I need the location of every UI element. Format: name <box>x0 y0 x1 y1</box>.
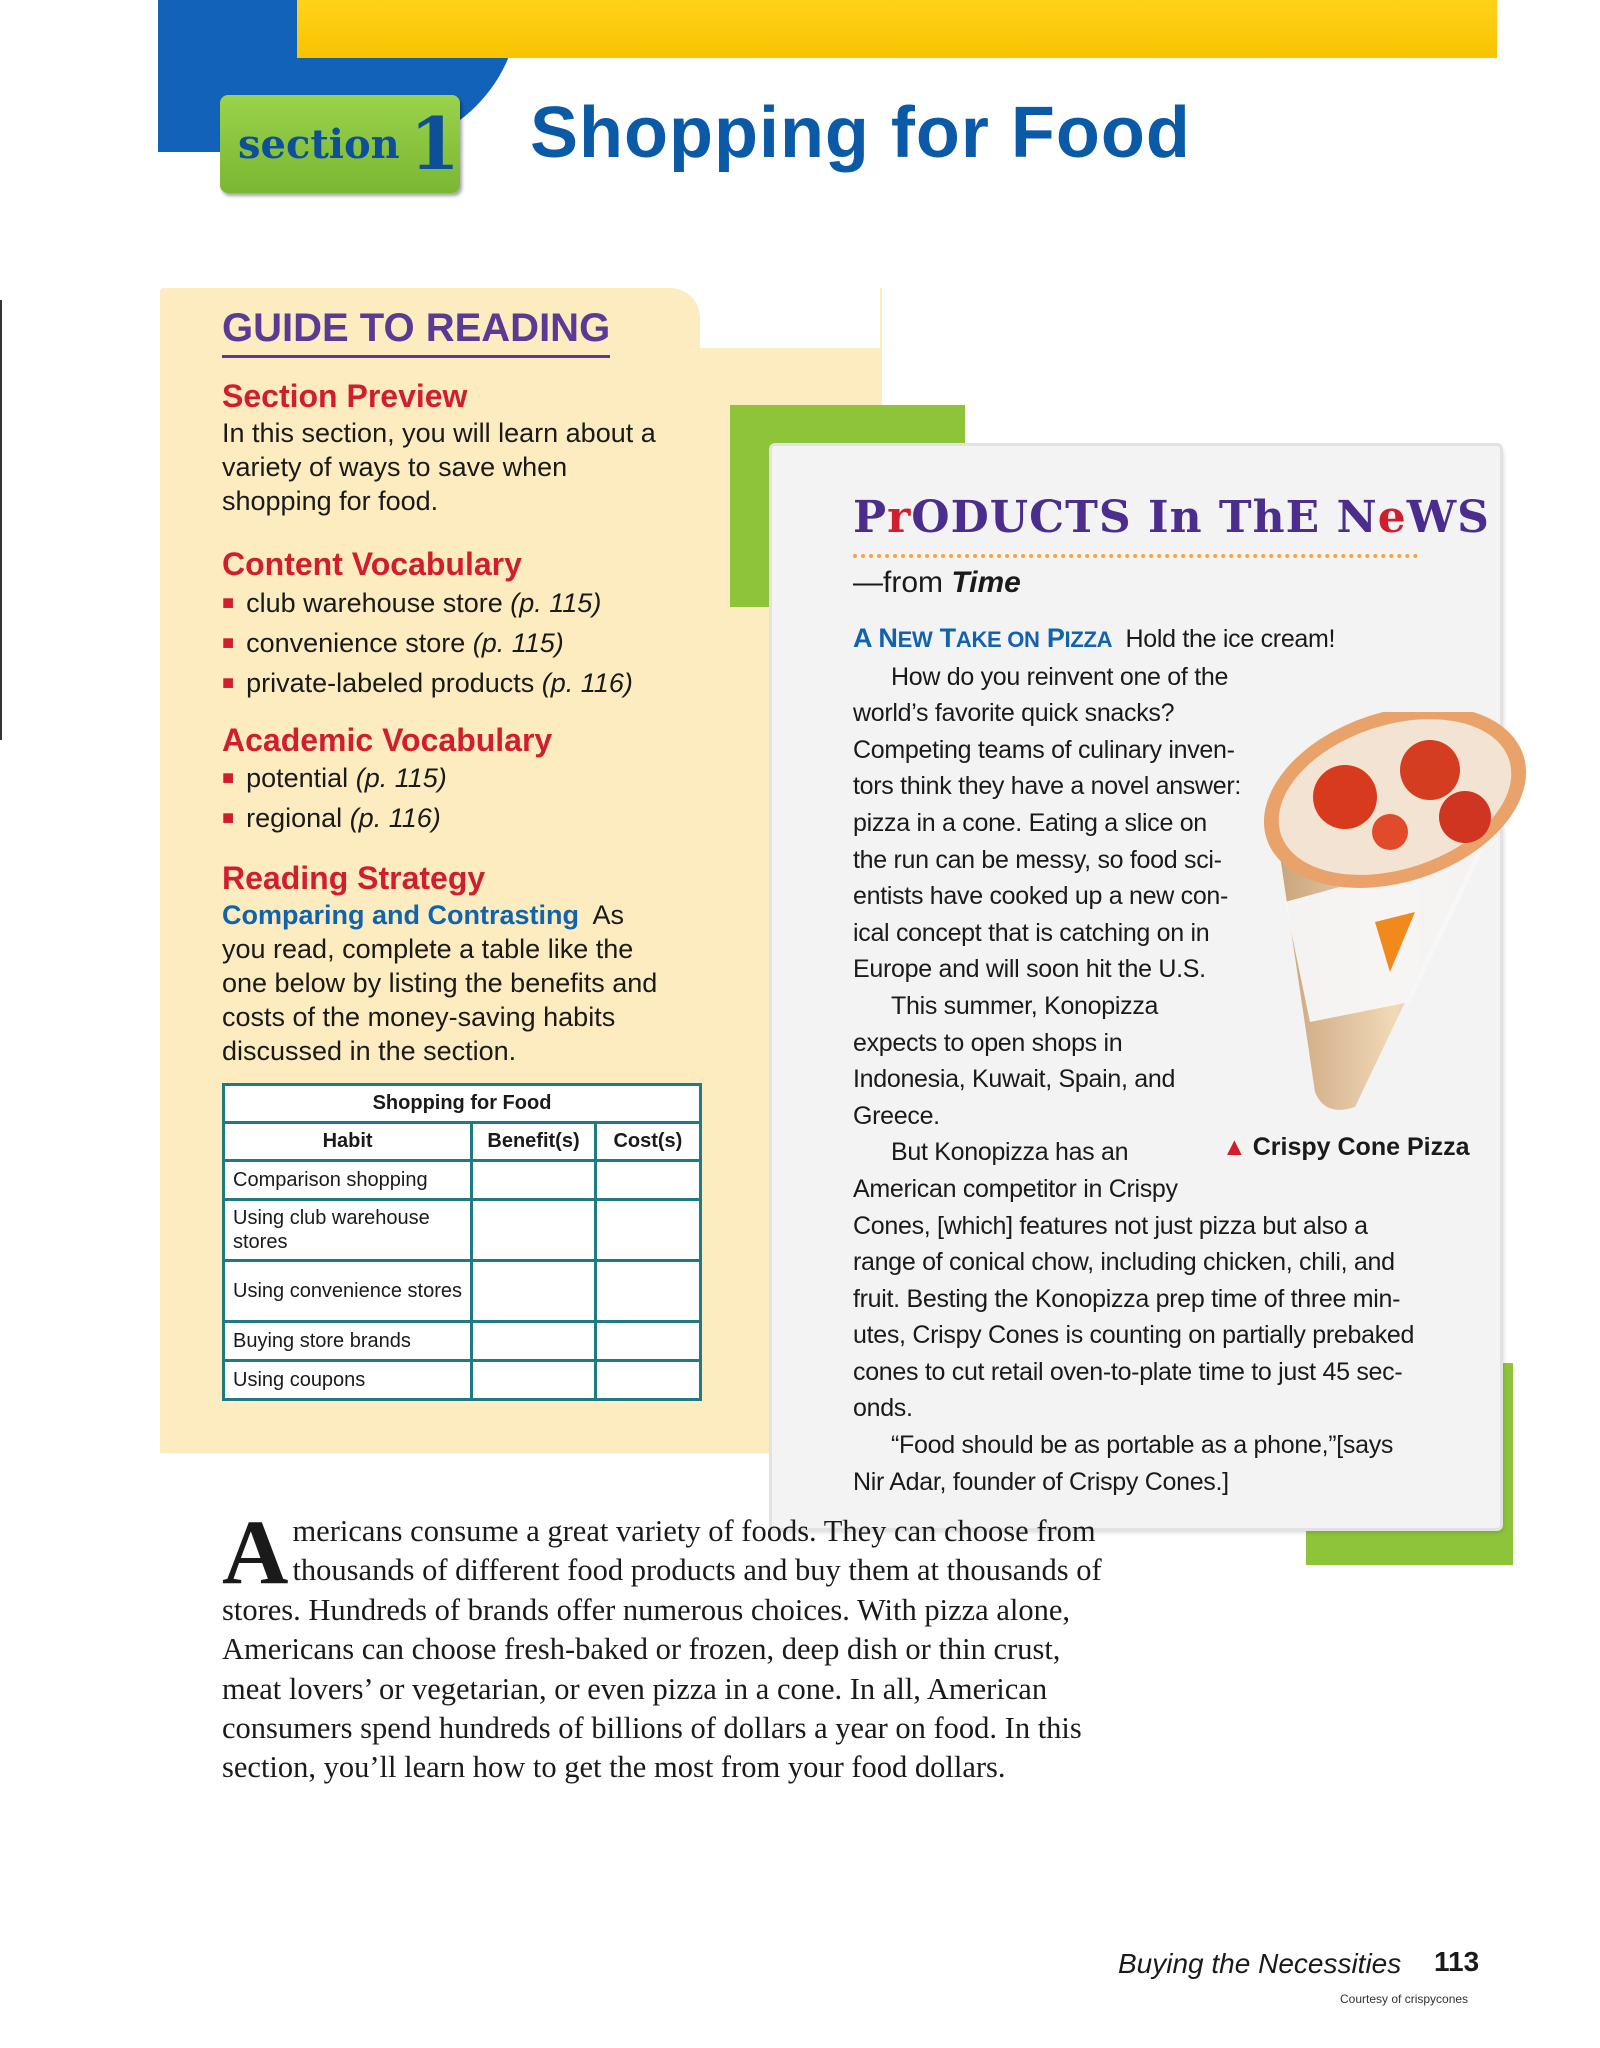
header-yellow-band <box>297 0 1497 58</box>
list-item <box>222 760 447 800</box>
habit-cell: Buying store brands <box>224 1322 472 1361</box>
article-line: Nir Adar, founder of Crispy Cones.] <box>853 1467 1229 1496</box>
section-preview-text: In this section, you will learn about a variety of ways to save when shopping for food. <box>222 418 656 516</box>
article-line: cones to cut retail oven-to-plate time to just 45 sec- <box>853 1357 1403 1386</box>
news-title-rule <box>853 554 1418 558</box>
article-line: American competitor in Crispy <box>853 1174 1178 1203</box>
table-row <box>224 1261 701 1322</box>
academic-vocabulary-list <box>222 760 447 840</box>
image-caption <box>1222 1133 1469 1162</box>
section-badge <box>220 95 460 193</box>
article-line: tors think they have a novel answer: <box>853 772 1242 801</box>
news-title-part: P <box>853 492 888 543</box>
vocab-term: regional <box>246 803 343 833</box>
list-item <box>222 585 633 625</box>
article-text: Hold the ice cream! <box>1125 625 1336 653</box>
vocab-page: (p. 115) <box>472 628 564 658</box>
bullet-icon: ■ <box>222 767 235 789</box>
strategy-lead: Comparing and Contrasting <box>222 900 579 930</box>
content-vocabulary-heading: Content Vocabulary <box>222 546 522 582</box>
article-line: world’s favorite quick snacks? <box>853 699 1175 728</box>
pizza-cone-icon <box>1215 712 1565 1132</box>
strategy-body: As you read, complete a table like the one below by listing the benefits and costs of the money-saving habits discussed in the section. <box>222 900 658 1066</box>
benefit-cell <box>472 1361 596 1400</box>
table-header-row <box>224 1123 701 1161</box>
academic-vocabulary-heading: Academic Vocabulary <box>222 722 553 758</box>
habit-cell: Using club warehouse stores <box>224 1200 472 1261</box>
article-line: Europe and will soon hit the U.S. <box>853 955 1206 984</box>
list-item <box>222 665 633 705</box>
article-line: ical concept that is catching on in <box>853 918 1210 947</box>
habits-table <box>222 1083 702 1401</box>
article-line: How do you reinvent one of the <box>891 662 1229 691</box>
news-title-part: r <box>887 492 912 543</box>
list-item <box>222 800 447 840</box>
guide-title: GUIDE TO READING <box>222 306 610 358</box>
intro-paragraph <box>222 1501 1102 1788</box>
drop-cap: A <box>222 1501 289 1603</box>
bullet-icon: ■ <box>222 592 235 614</box>
benefit-cell <box>472 1261 596 1322</box>
article-line: pizza in a cone. Eating a slice on <box>853 808 1207 837</box>
column-header-habit: Habit <box>224 1123 472 1161</box>
vocab-term: private-labeled products <box>246 668 535 698</box>
benefit-cell <box>472 1322 596 1361</box>
benefit-cell <box>472 1161 596 1200</box>
vocab-term: convenience store <box>246 628 466 658</box>
page-number: 113 <box>1434 1946 1480 1977</box>
article-line: Indonesia, Kuwait, Spain, and <box>853 1065 1176 1094</box>
article-line: Competing teams of culinary inven- <box>853 735 1235 764</box>
photo-credit: Courtesy of crispycones <box>1340 1992 1469 2006</box>
article-line: entists have cooked up a new con- <box>853 882 1229 911</box>
table-row <box>224 1322 701 1361</box>
column-header-benefits: Benefit(s) <box>472 1123 596 1161</box>
section-number: 1 <box>409 101 460 186</box>
vocab-term: potential <box>246 763 349 793</box>
article-line: expects to open shops in <box>853 1028 1123 1057</box>
vocab-page: (p. 115) <box>510 588 602 618</box>
article-line: the run can be messy, so food sci- <box>853 845 1222 874</box>
benefit-cell <box>472 1200 596 1261</box>
vocab-page: (p. 116) <box>541 668 633 698</box>
table-row <box>224 1361 701 1400</box>
page-title: Shopping for Food <box>530 93 1191 173</box>
news-source-name: Time <box>951 566 1021 599</box>
footer-chapter-title: Buying the Necessities <box>1118 1948 1402 1979</box>
content-vocabulary-list <box>222 585 633 705</box>
article-line: This summer, Konopizza <box>891 991 1159 1020</box>
pizza-cone-image <box>1215 712 1565 1132</box>
news-source <box>853 566 1021 600</box>
article-line: “Food should be as portable as a phone,”[says <box>891 1431 1394 1460</box>
section-preview-heading: Section Preview <box>222 378 468 414</box>
column-header-costs: Cost(s) <box>595 1123 700 1161</box>
vocab-page: (p. 115) <box>355 763 447 793</box>
bullet-icon: ■ <box>222 807 235 829</box>
news-title-part: WS <box>1406 492 1490 543</box>
article-line: Greece. <box>853 1101 940 1130</box>
guide-panel-tab-corner <box>640 288 700 348</box>
news-source-prefix: —from <box>853 566 952 599</box>
table-caption: Shopping for Food <box>224 1085 701 1123</box>
intro-text: mericans consume a great variety of foods. They can choose from thousands of different food products and buy them at thousands of stores. Hundreds of brands offer numerous choices. With pizza alone, Americans can choose fresh-baked or frozen, deep dish or thin crust, meat lovers’ or vegetarian, or even pizza in a cone. In all, American consumers spend hundreds of billions of dollars a year on food. In this section, you’ll learn how to get the most from your food dollars. <box>222 1514 1102 1785</box>
article-line: onds. <box>853 1394 913 1423</box>
habit-cell: Using convenience stores <box>224 1261 472 1322</box>
cost-cell <box>595 1261 700 1322</box>
table-caption-row <box>224 1085 701 1123</box>
cost-cell <box>595 1200 700 1261</box>
section-label: section <box>238 120 400 168</box>
list-item <box>222 625 633 665</box>
table-row <box>224 1200 701 1261</box>
vocab-page: (p. 116) <box>349 803 441 833</box>
reading-strategy-text <box>222 898 672 1068</box>
triangle-icon: ▲ <box>1222 1133 1247 1161</box>
caption-text: Crispy Cone Pizza <box>1252 1133 1470 1161</box>
cost-cell <box>595 1161 700 1200</box>
habit-cell: Using coupons <box>224 1361 472 1400</box>
article-line: range of conical chow, including chicken, chili, and <box>853 1248 1395 1277</box>
news-title-part: e <box>1377 492 1407 543</box>
article-line: fruit. Besting the Konopizza prep time of three min- <box>853 1284 1401 1313</box>
cost-cell <box>595 1322 700 1361</box>
cost-cell <box>595 1361 700 1400</box>
news-title-part: ODUCTS In ThE N <box>911 492 1378 543</box>
vocab-term: club warehouse store <box>246 588 503 618</box>
article-line: But Konopizza has an <box>891 1138 1129 1167</box>
news-title <box>853 492 1490 543</box>
article-line: utes, Crispy Cones is counting on partially prebaked <box>853 1321 1415 1350</box>
table-row <box>224 1161 701 1200</box>
habit-cell: Comparison shopping <box>224 1161 472 1200</box>
article-headline: A NEW TAKE ON PIZZA <box>853 623 1113 653</box>
reading-strategy-heading: Reading Strategy <box>222 860 486 896</box>
bullet-icon: ■ <box>222 672 235 694</box>
bullet-icon: ■ <box>222 632 235 654</box>
page-edge-line <box>0 300 2 740</box>
article-line: Cones, [which] features not just pizza but also a <box>853 1211 1368 1240</box>
article-line <box>853 620 1414 659</box>
